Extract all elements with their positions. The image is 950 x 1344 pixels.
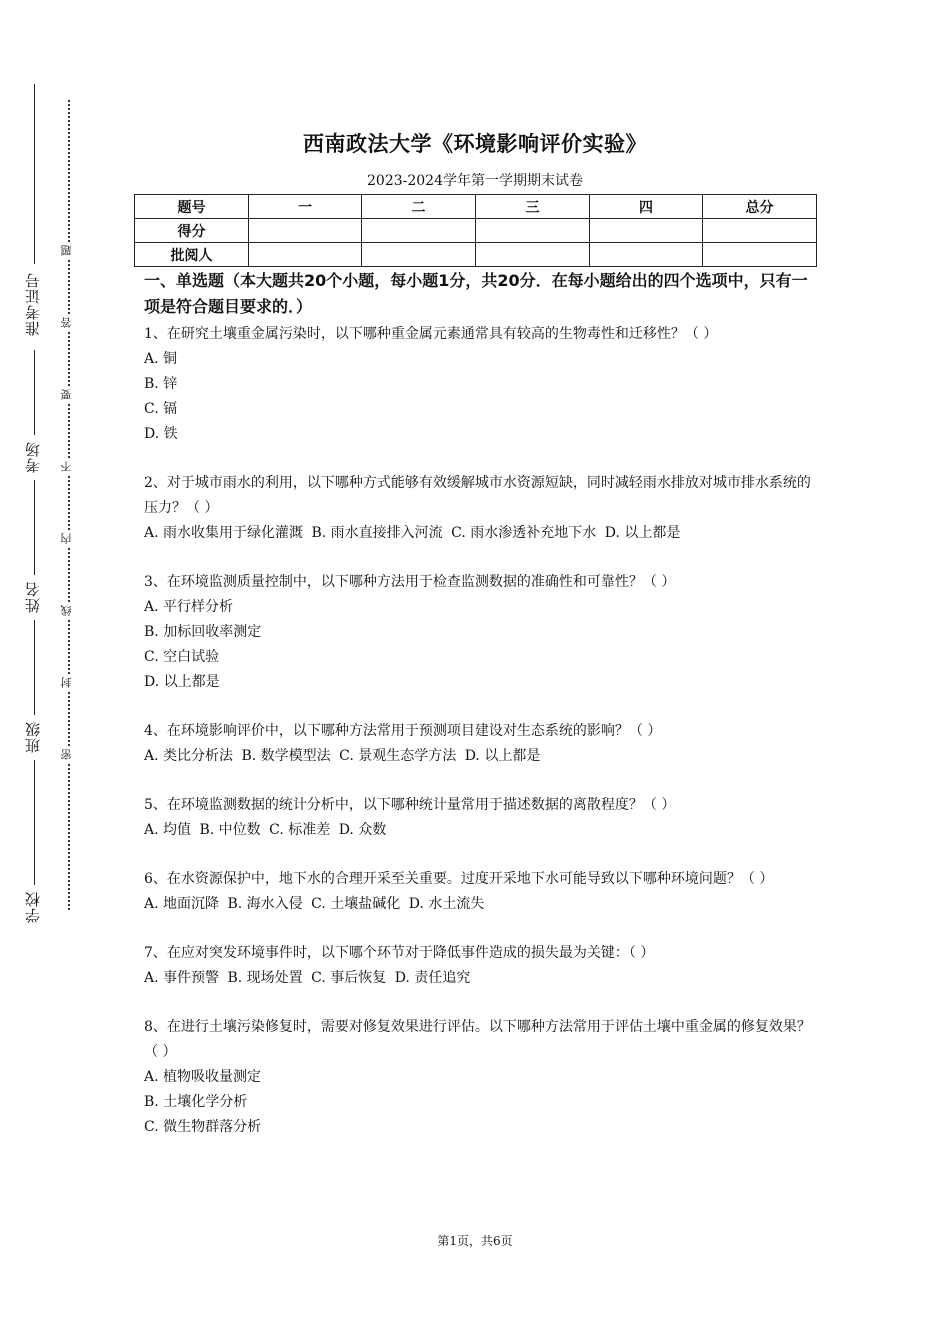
seal-char: 不 xyxy=(58,458,78,476)
question-stem: 1、在研究土壤重金属污染时，以下哪种重金属元素通常具有较高的生物毒性和迁移性？（ ） xyxy=(144,326,718,342)
sidebar-line xyxy=(34,350,35,435)
option: A. 雨水收集用于绿化灌溉 xyxy=(144,525,304,541)
seal-char: 内 xyxy=(58,530,78,548)
score-header-cell: 题号 xyxy=(135,195,249,219)
side-label: 学校 xyxy=(24,891,42,923)
option: A. 地面沉降 xyxy=(144,896,220,912)
option: D. 以上都是 xyxy=(144,674,220,690)
option: A. 植物吸收量测定 xyxy=(144,1069,262,1085)
question-1 xyxy=(144,322,812,447)
question-stem: 7、在应对突发环境事件时，以下哪个环节对于降低事件造成的损失最为关键：（ ） xyxy=(144,945,655,961)
exam-title: 西南政法大学《环境影响评价实验》 xyxy=(303,132,647,156)
score-cell xyxy=(362,243,476,267)
option: C. 土壤盐碱化 xyxy=(311,896,401,912)
option: B. 雨水直接排入河流 xyxy=(311,525,443,541)
option: B. 中位数 xyxy=(199,822,261,838)
option: C. 事后恢复 xyxy=(311,970,387,986)
seal-char: 要 xyxy=(58,386,78,404)
score-row-label: 批阅人 xyxy=(135,243,249,267)
option: C. 空白试验 xyxy=(144,649,220,665)
question-6 xyxy=(144,867,812,917)
option: B. 数学模型法 xyxy=(241,748,331,764)
question-stem: 5、在环境监测数据的统计分析中，以下哪种统计量常用于描述数据的离散程度？（ ） xyxy=(144,797,676,813)
option: B. 锌 xyxy=(144,376,178,392)
question-stem: 4、在环境影响评价中，以下哪种方法常用于预测项目建设对生态系统的影响？（ ） xyxy=(144,723,662,739)
score-cell xyxy=(476,219,590,243)
option: B. 现场处置 xyxy=(227,970,303,986)
option: B. 加标回收率测定 xyxy=(144,624,262,640)
score-header-cell: 三 xyxy=(476,195,590,219)
sidebar-line xyxy=(34,480,35,575)
score-header-cell: 二 xyxy=(362,195,476,219)
side-label: 班级 xyxy=(24,721,42,753)
option: D. 众数 xyxy=(338,822,387,838)
options-row xyxy=(144,521,812,546)
question-7 xyxy=(144,941,812,991)
page-footer: 第1页，共6页 xyxy=(437,1234,513,1248)
score-row-label: 得分 xyxy=(135,219,249,243)
option: C. 微生物群落分析 xyxy=(144,1119,262,1135)
score-cell xyxy=(703,219,817,243)
score-cell xyxy=(476,243,590,267)
score-header-cell: 一 xyxy=(249,195,362,219)
section-heading: 一、单选题（本大题共20个小题，每小题1分，共20分．在每小题给出的四个选项中，只有一项是符合题目要求的．） xyxy=(144,271,808,316)
option: C. 镉 xyxy=(144,401,178,417)
question-5 xyxy=(144,793,812,843)
option: C. 标准差 xyxy=(269,822,331,838)
option: D. 以上都是 xyxy=(464,748,541,764)
option: A. 类比分析法 xyxy=(144,748,234,764)
side-label: 姓名 xyxy=(24,581,42,613)
score-table-row xyxy=(135,219,817,243)
score-cell xyxy=(590,219,703,243)
options-row xyxy=(144,744,812,769)
options-row xyxy=(144,966,812,991)
option: A. 铜 xyxy=(144,351,178,367)
seal-char: 题 xyxy=(58,242,78,260)
seal-char: 答 xyxy=(58,314,78,332)
options-row xyxy=(144,892,812,917)
score-table-row xyxy=(135,195,817,219)
question-stem: 2、对于城市雨水的利用，以下哪种方式能够有效缓解城市水资源短缺，同时减轻雨水排放对城市排水系统的压力？（ ） xyxy=(144,475,811,516)
option: D. 以上都是 xyxy=(604,525,681,541)
option: A. 事件预警 xyxy=(144,970,220,986)
score-header-cell: 四 xyxy=(590,195,703,219)
question-2 xyxy=(144,471,812,546)
score-cell xyxy=(703,243,817,267)
score-table-row xyxy=(135,243,817,267)
option: D. 水土流失 xyxy=(408,896,485,912)
score-cell xyxy=(362,219,476,243)
option: A. 均值 xyxy=(144,822,192,838)
option: A. 平行样分析 xyxy=(144,599,234,615)
sidebar-line xyxy=(34,760,35,885)
seal-char: 线 xyxy=(58,602,78,620)
question-8 xyxy=(144,1015,812,1140)
question-3 xyxy=(144,570,812,695)
score-cell xyxy=(590,243,703,267)
option: C. 景观生态学方法 xyxy=(339,748,457,764)
binding-sidebar xyxy=(0,0,100,1344)
seal-char: 封 xyxy=(58,674,78,692)
options-row xyxy=(144,818,812,843)
score-header-cell: 总分 xyxy=(703,195,817,219)
question-stem: 3、在环境监测质量控制中，以下哪种方法用于检查监测数据的准确性和可靠性？（ ） xyxy=(144,574,676,590)
question-stem: 8、在进行土壤污染修复时，需要对修复效果进行评估。以下哪种方法常用于评估土壤中重金属的修复效果？（ ） xyxy=(144,1019,811,1060)
option: D. 责任追究 xyxy=(394,970,471,986)
score-cell xyxy=(249,243,362,267)
exam-subtitle: 2023-2024学年第一学期期末试卷 xyxy=(367,173,583,189)
side-label: 考场 xyxy=(24,441,42,473)
score-table xyxy=(134,194,817,267)
seal-dotted-line xyxy=(68,100,70,910)
question-content xyxy=(144,268,812,1164)
option: D. 铁 xyxy=(144,426,178,442)
side-label: 准考证号 xyxy=(24,272,42,336)
option: B. 海水入侵 xyxy=(227,896,303,912)
option: B. 土壤化学分析 xyxy=(144,1094,248,1110)
option: C. 雨水渗透补充地下水 xyxy=(451,525,597,541)
seal-char: 密 xyxy=(58,746,78,764)
question-stem: 6、在水资源保护中，地下水的合理开采至关重要。过度开采地下水可能导致以下哪种环境问题？（ ） xyxy=(144,871,774,887)
sidebar-line xyxy=(34,620,35,715)
score-cell xyxy=(249,219,362,243)
question-4 xyxy=(144,719,812,769)
